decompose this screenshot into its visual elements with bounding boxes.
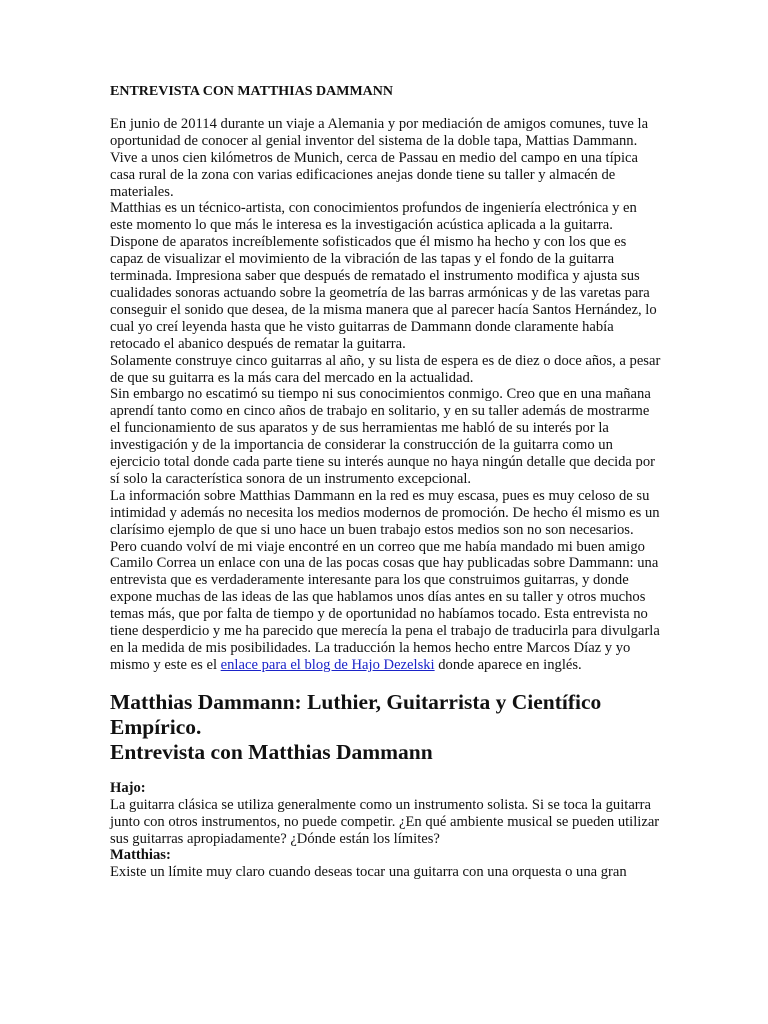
- speaker-label: Hajo:: [110, 779, 146, 796]
- paragraph: La información sobre Matthias Dammann en la red es muy escasa, pues es muy celoso de su intimidad y además no necesita los medios modernos de promoción. De hecho él mismo es un clarísimo ejemplo de que si uno hace un buen trabajo estos medios son no son necesarios.: [110, 487, 660, 538]
- blog-link[interactable]: enlace para el blog de Hajo Dezelski: [220, 656, 435, 673]
- interview-heading: [110, 690, 662, 765]
- paragraph: Vive a unos cien kilómetros de Munich, cerca de Passau en medio del campo en una típica casa rural de la zona con varias edificaciones anejas donde tiene su taller y almacén de materiales.: [110, 149, 638, 200]
- speaker-label: Matthias:: [110, 847, 171, 864]
- paragraph: Solamente construye cinco guitarras al año, y su lista de espera es de diez o doce años, a pesar de que su guitarra es la más cara del mercado en la actualidad.: [110, 352, 661, 386]
- paragraph-tail: donde aparece en inglés.: [434, 656, 582, 673]
- document-title: ENTREVISTA CON MATTHIAS DAMMANN: [110, 84, 394, 99]
- document-page: [110, 84, 662, 881]
- paragraph: Matthias es un técnico-artista, con conocimientos profundos de ingeniería electrónica y en este momento lo que más le interesa es la investigación acústica aplicada a la guitarra. Dispone de aparatos increíblemente sofisticados que él mismo ha hecho y con los que es capaz de visualizar el movimiento de la vibración de las tapas y el fondo de la guitarra terminada. Impresiona saber que después de rematado el instrumento modifica y ajusta sus cualidades sonoras actuando sobre la geometría de las barras armónicas y de las varetas para conseguir el sonido que desea, de la misma manera que al parecer hacía Santos Hernández, lo cual yo creí leyenda hasta que he visto guitarras de Dammann donde claramente había retocado el abanico después de rematar la guitarra.: [110, 200, 657, 352]
- paragraph-with-link: [110, 539, 662, 674]
- paragraph: Sin embargo no escatimó su tiempo ni sus conocimientos conmigo. Creo que en una mañana aprendí tanto como en cinco años de trabajo en solitario, y en su taller además de mostrarme el funcionamiento de sus aparatos y de sus herramientas me habló de su interés por la investigación y de la importancia de considerar la construcción de la guitarra como un ejercicio total donde cada parte tiene su interés aunque no haya ningún detalle que decida por sí solo la característica sonora de un instrumento excepcional.: [110, 386, 656, 487]
- heading-line-2: Entrevista con Matthias Dammann: [110, 739, 433, 764]
- interview-text: Existe un límite muy claro cuando deseas tocar una guitarra con una orquesta o una gran: [110, 864, 627, 881]
- heading-line-1: Matthias Dammann: Luthier, Guitarrista y Científico Empírico.: [110, 689, 602, 739]
- interview-text: La guitarra clásica se utiliza generalmente como un instrumento solista. Si se toca la guitarra junto con otros instrumentos, no puede competir. ¿En qué ambiente musical se pueden utilizar sus guitarras apropiadamente? ¿Dónde están los límites?: [110, 796, 660, 847]
- paragraph: En junio de 20114 durante un viaje a Alemania y por mediación de amigos comunes, tuve la oportunidad de conocer al genial inventor del sistema de la doble tapa, Mattias Dammann.: [110, 115, 649, 149]
- paragraph-text: Pero cuando volví de mi viaje encontré en un correo que me había mandado mi buen amigo Camilo Correa un enlace con una de las pocas cosas que hay publicadas sobre Dammann: una entrevista que es verdaderamente interesante para los que construimos guitarras, y donde expone muchas de las ideas de las que hablamos unos días antes en su taller y otros muchos temas más, que por falta de tiempo y de oportunidad no habíamos tocado. Esta entrevista no tiene desperdicio y me ha parecido que merecía la pena el trabajo de traducirla para divulgarla en la medida de mis posibilidades. La traducción la hemos hecho entre Marcos Díaz y yo mismo y este es el: [110, 538, 660, 673]
